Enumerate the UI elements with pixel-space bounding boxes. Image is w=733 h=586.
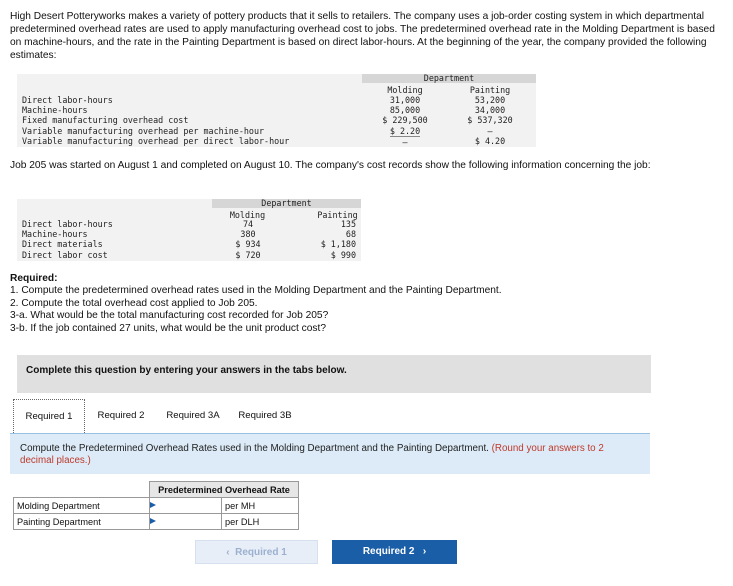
estimates-cell: 53,200 (474, 95, 506, 105)
estimates-row-label: Fixed manufacturing overhead cost (22, 115, 189, 126)
job-cell: $ 1,180 (320, 239, 356, 250)
next-button[interactable] (332, 540, 457, 564)
estimates-row-label: Machine-hours (22, 105, 88, 116)
answer-unit: per DLH (222, 514, 299, 530)
molding-rate-input[interactable] (150, 498, 222, 514)
answer-row-label: Painting Department (14, 514, 150, 530)
required-section (10, 273, 725, 335)
estimates-cell: $ 2.20 (389, 125, 421, 136)
job-row-label: Direct labor cost (22, 249, 108, 260)
estimates-cell: $ 229,500 (382, 115, 428, 126)
answer-row-label: Molding Department (14, 498, 150, 514)
tab-required-2[interactable]: Required 2 (97, 410, 145, 421)
answer-unit: per MH (222, 498, 299, 514)
instruction-note: (Round your answers to 2 decimal places.) (20, 443, 604, 466)
job-cell: 74 (242, 219, 254, 229)
required-item: 3-b. If the job contained 27 units, what would be the unit product cost? (10, 322, 327, 334)
estimates-row-label: Variable manufacturing overhead per direct labor-hour (22, 135, 290, 146)
job-cell: $ 934 (235, 239, 261, 250)
estimates-col-painting: Painting (469, 85, 511, 95)
estimates-cell: – (487, 125, 493, 136)
intro-paragraph: High Desert Potteryworks makes a variety of pottery products that it sells to retailers. The company uses a job-order costing system in which departmental predetermined overhead rates are used to apply manufacturing overhead cost to jobs. The predetermined overhead rate in the Molding Department is based on machine-hours, and the rate in the Painting Department is based on direct labor-hours. At the beginning of the year, the company provided the following estimates: (10, 11, 715, 61)
next-button-label: Required 2 (362, 546, 415, 557)
estimates-molding-values (365, 95, 445, 147)
estimates-cell: – (402, 136, 408, 147)
job-row-label: Machine-hours (22, 229, 88, 240)
estimates-cell: 85,000 (389, 105, 421, 116)
answer-grid-corner (14, 482, 150, 498)
input-marker-icon (150, 518, 156, 524)
job-labels (22, 219, 113, 260)
job-col-molding: Molding (229, 210, 266, 220)
required-item: 1. Compute the predetermined overhead rates used in the Molding Department and the Painting Department. (10, 285, 502, 297)
painting-rate-input[interactable] (150, 514, 222, 530)
estimates-painting-values (450, 95, 530, 146)
estimates-cell: $ 4.20 (474, 135, 506, 146)
tab-required-1[interactable]: Required 1 (13, 399, 85, 433)
estimates-cell: $ 537,320 (467, 115, 513, 126)
estimates-row-label: Direct labor-hours (22, 95, 113, 105)
chevron-left-icon: ‹ (226, 547, 230, 558)
required-item: 2. Compute the total overhead cost applied to Job 205. (10, 297, 258, 309)
job-cell: 380 (240, 229, 256, 240)
estimates-cell: 31,000 (389, 95, 421, 105)
job-col-painting: Painting (317, 210, 358, 220)
job-painting-values (300, 219, 356, 260)
job-row-label: Direct materials (22, 239, 103, 250)
estimates-dept-header: Department (423, 73, 475, 83)
job-cell: $ 720 (235, 249, 261, 260)
prev-button[interactable] (195, 540, 318, 564)
job-molding-values (218, 219, 278, 260)
tab-required-3a[interactable]: Required 3A (166, 410, 220, 421)
estimates-col-molding: Molding (387, 85, 423, 95)
instruction-text: Compute the Predetermined Overhead Rates used in the Molding Department and the Painting Department. (20, 443, 489, 454)
job-cell: 68 (345, 229, 356, 240)
tab-required-3b[interactable]: Required 3B (238, 410, 292, 421)
instruction-panel (10, 433, 650, 474)
job-row-label: Direct labor-hours (22, 219, 113, 229)
job-cell: 135 (340, 219, 356, 229)
estimates-labels (22, 95, 289, 146)
job-dept-header: Department (261, 198, 312, 208)
prev-button-label: Required 1 (235, 547, 287, 558)
answer-grid (13, 481, 299, 530)
estimates-row-label: Variable manufacturing overhead per machine-hour (22, 125, 265, 136)
input-marker-icon (150, 502, 156, 508)
complete-banner-text: Complete this question by entering your answers in the tabs below. (26, 365, 347, 376)
answer-grid-header: Predetermined Overhead Rate (150, 482, 299, 498)
required-item: 3-a. What would be the total manufacturing cost recorded for Job 205? (10, 310, 329, 322)
job-cell: $ 990 (330, 249, 356, 260)
estimates-cell: 34,000 (474, 105, 506, 116)
job-paragraph: Job 205 was started on August 1 and completed on August 10. The company's cost records show the following information concerning the job: (10, 160, 651, 171)
chevron-right-icon: › (422, 546, 427, 557)
required-heading: Required: (10, 273, 58, 284)
